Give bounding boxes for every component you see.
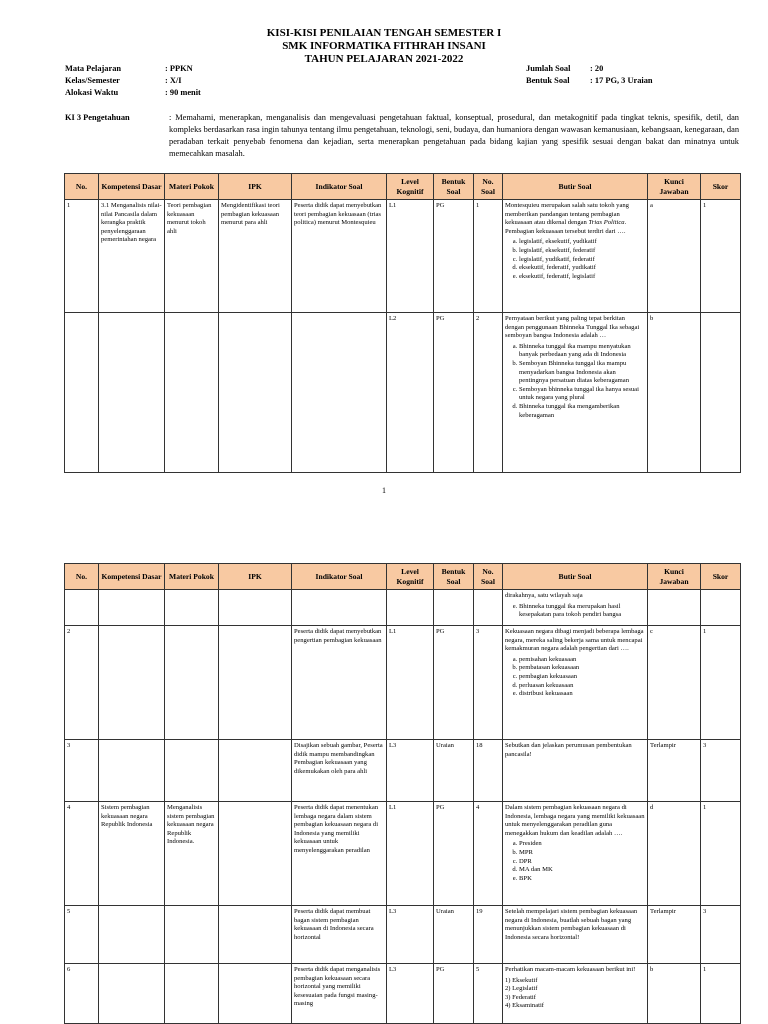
cell-kunci: b (648, 313, 701, 473)
cell-butir (503, 964, 648, 1024)
numbered-list (505, 977, 645, 1011)
option-list (505, 238, 645, 281)
cell-nosoal: 1 (474, 200, 503, 313)
cell-butir (503, 200, 648, 313)
cell-skor: 1 (701, 626, 741, 740)
cell-bentuk: PG (434, 626, 474, 740)
option-list (505, 603, 645, 620)
option-item: a. Presiden (519, 840, 645, 849)
col-header: Butir Soal (503, 174, 648, 200)
mapel-label: Mata Pelajaran (65, 64, 122, 73)
cell-materi (165, 740, 219, 802)
col-header: No. Soal (474, 564, 503, 590)
cell-nosoal: 18 (474, 740, 503, 802)
table-row (65, 626, 741, 740)
ki-label: KI 3 Pengetahuan (65, 113, 130, 122)
butir-text: Montesquieu merupakan salah satu tokoh yang memberikan pandangan tentang pembagian kekuasaan atau dikenal dengan (505, 202, 629, 227)
waktu-label: Alokasi Waktu (65, 88, 119, 97)
col-header: No. (65, 174, 99, 200)
option-item: d. eksekutif, federatif, yudikatif (519, 264, 645, 273)
cell-no: 5 (65, 906, 99, 964)
cell-no: 3 (65, 740, 99, 802)
col-header: Bentuk Soal (434, 564, 474, 590)
col-header: Skor (701, 174, 741, 200)
cell-bentuk: Uraian (434, 740, 474, 802)
cell-no (65, 313, 99, 473)
doc-title-line-2: SMK INFORMATIKA FITHRAH INSANI (282, 40, 486, 52)
cell-butir (503, 626, 648, 740)
cell-level: L3 (387, 906, 434, 964)
document-page-1 (0, 0, 768, 510)
cell-nosoal: 2 (474, 313, 503, 473)
cell-level: L3 (387, 964, 434, 1024)
cell-ipk (219, 906, 292, 964)
cell-butir (503, 590, 648, 626)
document-page-2 (0, 560, 768, 1024)
col-header: Level Kognitif (387, 564, 434, 590)
cell-kd: 3.1 Menganalisis nilai-nilai Pancasila dalam kerangka praktik penyelenggaraan pemerintahan negara (99, 200, 165, 313)
list-item: 1) Eksekutif (505, 976, 538, 984)
cell-nosoal: 4 (474, 802, 503, 906)
table-row (65, 590, 741, 626)
table-row (65, 313, 741, 473)
cell-skor (701, 313, 741, 473)
cell-bentuk: Uraian (434, 906, 474, 964)
butir-text: Perhatikan macam-macam kekuasaan berikut ini! (505, 966, 636, 973)
cell-kd (99, 590, 165, 626)
page-gap (0, 510, 768, 560)
table-row (65, 964, 741, 1024)
cell-kd (99, 964, 165, 1024)
kelas-label: Kelas/Semester (65, 76, 120, 85)
butir-text: Pernyataan berikut yang paling tepat berkitan dengan penggunaan Bhinneka Tunggal Ika sebagai semboyan bangsa Indonesia adalah … (505, 315, 640, 340)
option-item: a. Bhinneka tunggal ika mampu menyatukan banyak perbedaan yang ada di Indonesia (519, 343, 645, 360)
waktu-value: : 90 menit (165, 88, 201, 97)
cell-kd (99, 626, 165, 740)
col-header: Kompetensi Dasar (99, 564, 165, 590)
col-header: Materi Pokok (165, 174, 219, 200)
col-header: Indikator Soal (292, 564, 387, 590)
cell-materi (165, 590, 219, 626)
table-header-row (65, 564, 741, 590)
doc-title-line-1: KISI-KISI PENILAIAN TENGAH SEMESTER I (266, 27, 502, 39)
butir-text: dirakahnya, satu wilayah saja (505, 592, 583, 599)
cell-ipk (219, 964, 292, 1024)
cell-skor (701, 590, 741, 626)
option-item: e. eksekutif, federatif, legislatif (519, 273, 645, 282)
cell-indikator: Peserta didik dapat menyebutkan pengertian pembagian kekuasaan (292, 626, 387, 740)
cell-level: L1 (387, 200, 434, 313)
cell-kunci (648, 590, 701, 626)
ki-text: : Memahami, menerapkan, menganalisis dan mengevaluasi pengetahuan faktual, konseptual, prosedural, dan metakognitif pada tingkat teknis, spesifik, detil, dan kompleks berdasarkan rasa ingin tahunya tentang ilmu pengetahuan, teknologi, seni, budaya, dan humaniora dengan wawasan kemanusiaan, kebangsaan, kenegaraan, dan peradaban terkait penyebab fenomena dan kejadian, serta menerapkan pengetahuan pada bidang kajian yang spesifik sesuai dengan bakat dan minatnya untuk memecahkan masalah. (169, 113, 740, 158)
doc-title-line-3: TAHUN PELAJARAN 2021-2022 (304, 53, 464, 65)
cell-materi: Teori pembagian kekuasaan menurut tokoh ahli (165, 200, 219, 313)
option-item: c. pembagian kekuasaan (519, 673, 645, 682)
cell-ipk (219, 740, 292, 802)
option-list (505, 656, 645, 699)
cell-materi (165, 906, 219, 964)
option-list (505, 840, 645, 883)
cell-no: 6 (65, 964, 99, 1024)
cell-bentuk: PG (434, 964, 474, 1024)
cell-bentuk: PG (434, 802, 474, 906)
col-header: Kompetensi Dasar (99, 174, 165, 200)
cell-level: L1 (387, 802, 434, 906)
cell-bentuk (434, 590, 474, 626)
butir-text-post: . Pembagian kekuasaan tersebut terdiri dari …. (505, 219, 627, 235)
table-row (65, 200, 741, 313)
col-header: Indikator Soal (292, 174, 387, 200)
butir-italic: Trias Politica (588, 219, 625, 227)
cell-kd (99, 313, 165, 473)
cell-skor: 3 (701, 740, 741, 802)
kelas-value: : X/I (165, 76, 182, 85)
col-header: IPK (219, 174, 292, 200)
cell-nosoal: 3 (474, 626, 503, 740)
col-header: Materi Pokok (165, 564, 219, 590)
cell-kunci: Terlampir (648, 740, 701, 802)
option-item: d. perluasan kekuasaan (519, 682, 645, 691)
cell-indikator: Peserta didik dapat menentukan lembaga negara dalam sistem pembagian kekuasaan negara di Indonesia yang memiliki kekuasaan untuk menyelenggarakan peradilan (292, 802, 387, 906)
cell-materi (165, 626, 219, 740)
option-item: c. DPR (519, 858, 645, 867)
cell-level: L1 (387, 626, 434, 740)
list-item: 3) Federatif (505, 993, 536, 1001)
cell-ipk (219, 626, 292, 740)
list-item: 2) Legislatif (505, 985, 538, 993)
cell-bentuk: PG (434, 200, 474, 313)
butir-text: Dalam sistem pembagian kekuasaan negara di Indonesia, lembaga negara yang memiliki kekuasaan untuk menyelenggarakan peradilan guna menegakkan hukum dan keadilan adalah …. (505, 804, 645, 837)
list-item: 4) Eksaminatif (505, 1002, 545, 1010)
cell-butir (503, 313, 648, 473)
page-number: 1 (382, 486, 386, 495)
option-item: a. pemisahan kekuasaan (519, 656, 645, 665)
option-item: a. legislatif, eksekutif, yudikatif (519, 238, 645, 247)
cell-kunci: d (648, 802, 701, 906)
cell-no: 1 (65, 200, 99, 313)
cell-kd: Sistem pembagian kekuasaan negara Republik Indonesia (99, 802, 165, 906)
cell-skor: 3 (701, 906, 741, 964)
cell-no: 4 (65, 802, 99, 906)
cell-butir (503, 802, 648, 906)
table-row (65, 906, 741, 964)
option-item: e. Bhinneka tunggal ika merupakan hasil kesepakatan para tokoh pendiri bangsa (519, 603, 645, 620)
cell-butir: Sebutkan dan jelaskan perumusan pembentukan pancasila! (503, 740, 648, 802)
kisi-table-page-1 (64, 173, 741, 473)
col-header: IPK (219, 564, 292, 590)
table-header-row (65, 174, 741, 200)
cell-indikator: Peserta didik dapat menyebutkan teori pembagian kekuasaan (trias politica) menurut Montesquieu (292, 200, 387, 313)
option-item: c. legislatif, yudikatif, federatif (519, 256, 645, 265)
cell-level (387, 590, 434, 626)
cell-kd (99, 906, 165, 964)
col-header: Butir Soal (503, 564, 648, 590)
jumlah-label: Jumlah Soal (526, 64, 571, 73)
cell-no: 2 (65, 626, 99, 740)
table-row (65, 802, 741, 906)
mapel-value: : PPKN (165, 64, 193, 73)
butir-text: Kekuasaan negara dibagi menjadi beberapa lembaga negara, mereka saling bekerja sama untuk mencapai kemakmuran negara adalah pengertian dari …. (505, 628, 644, 653)
cell-kunci: c (648, 626, 701, 740)
cell-materi: Menganalisis sistem pembagian kekuasaan negara Republik Indonesia. (165, 802, 219, 906)
option-item: d. Bhinneka tunggal ika mengamberikan keberagaman (519, 403, 645, 420)
cell-ipk (219, 313, 292, 473)
col-header: Skor (701, 564, 741, 590)
col-header: Kunci Jawaban (648, 564, 701, 590)
cell-skor: 1 (701, 964, 741, 1024)
option-item: c. Semboyan bhinneka tunggal ika hanya sesuai untuk negara yang plural (519, 386, 645, 403)
bentuk-value: : 17 PG, 3 Uraian (590, 76, 653, 85)
cell-kunci: a (648, 200, 701, 313)
cell-materi (165, 313, 219, 473)
option-list (505, 343, 645, 420)
col-header: No. (65, 564, 99, 590)
cell-butir: Setelah mempelajari sistem pembagian kekuasaan negara di Indonesia, buatlah sebuah bagan yang menunjukkan sistem pembagian kekuasaan di Indonesia secara horizontal! (503, 906, 648, 964)
cell-bentuk: PG (434, 313, 474, 473)
cell-materi (165, 964, 219, 1024)
bentuk-label: Bentuk Soal (526, 76, 570, 85)
option-item: e. distribusi kekuasaan (519, 690, 645, 699)
cell-kunci: b (648, 964, 701, 1024)
cell-ipk (219, 590, 292, 626)
col-header: No. Soal (474, 174, 503, 200)
cell-level: L2 (387, 313, 434, 473)
cell-nosoal (474, 590, 503, 626)
col-header: Bentuk Soal (434, 174, 474, 200)
cell-indikator: Peserta didik dapat membuat bagan sistem pembagian kekuasaan di Indonesia secara horizontal (292, 906, 387, 964)
cell-skor: 1 (701, 802, 741, 906)
cell-ipk (219, 802, 292, 906)
cell-nosoal: 19 (474, 906, 503, 964)
cell-indikator (292, 590, 387, 626)
cell-kunci: Terlampir (648, 906, 701, 964)
col-header: Level Kognitif (387, 174, 434, 200)
col-header: Kunci Jawaban (648, 174, 701, 200)
cell-indikator: Peserta didik dapat menganalisis pembagian kekuasaan secara horizontal yang memiliki kesesuaian pada fungsi masing-masing (292, 964, 387, 1024)
option-item: b. legislatif, eksekutif, federatif (519, 247, 645, 256)
cell-level: L3 (387, 740, 434, 802)
cell-kd (99, 740, 165, 802)
table-row (65, 740, 741, 802)
option-item: e. BPK (519, 875, 645, 884)
cell-skor: 1 (701, 200, 741, 313)
option-item: b. Semboyan Bhinneka tunggal ika mampu menyadarkan bangsa Indonesia akan pentingnya persatuan diatas keberagaman (519, 360, 645, 386)
cell-ipk: Mengidentifikasi teori pembagian kekuasaan menurut para ahli (219, 200, 292, 313)
cell-nosoal: 5 (474, 964, 503, 1024)
option-item: b. pembatasan kekuasaan (519, 664, 645, 673)
option-item: b. MPR (519, 849, 645, 858)
kisi-table-page-2 (64, 563, 741, 1024)
option-item: d. MA dan MK (519, 866, 645, 875)
cell-indikator (292, 313, 387, 473)
cell-no (65, 590, 99, 626)
jumlah-value: : 20 (590, 64, 604, 73)
cell-indikator: Disajikan sebuah gambar, Peserta didik mampu membandingkan Pembagian kekuasaan yang dikemukakan oleh para ahli (292, 740, 387, 802)
